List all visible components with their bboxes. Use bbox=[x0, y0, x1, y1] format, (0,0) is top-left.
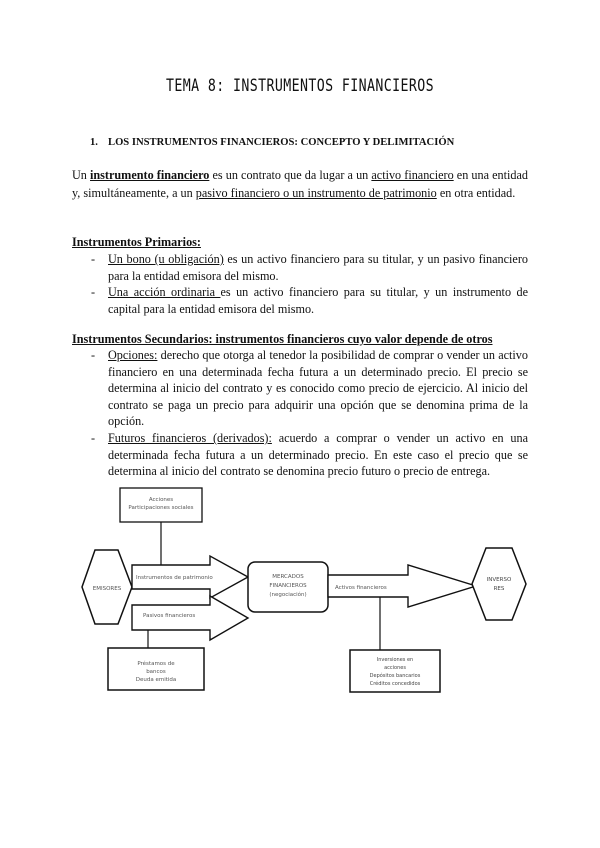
list-dash: - bbox=[91, 285, 96, 299]
term-futuros: Futuros financieros (derivados): bbox=[108, 431, 272, 445]
bottom-left-line-2: bancos bbox=[146, 669, 166, 675]
list-item-text: acuerdo a comprar o vender un activo en una determinada fecha futura a un determinado precio. En este caso el precio que se determina al inicio del contrato se denomina precio futuro o precio de entrega. bbox=[108, 431, 528, 478]
intro-text-4: en otra entidad. bbox=[436, 186, 516, 200]
intro-text-2: es un contrato que da lugar a un bbox=[209, 168, 372, 182]
term-opciones: Opciones: bbox=[108, 348, 158, 362]
list-dash: - bbox=[91, 431, 96, 445]
inversores-line-1: INVERSO bbox=[486, 577, 512, 583]
secundarios-heading: Instrumentos Secundarios: instrumentos financieros cuyo valor depende de otros bbox=[72, 332, 493, 346]
mercados-line-3: (negociación) bbox=[269, 592, 307, 598]
bottom-left-line-1: Préstamos de bbox=[137, 661, 175, 667]
inversores-line-2: RES bbox=[493, 586, 505, 592]
term-accion-ordinaria: Una acción ordinaria bbox=[108, 285, 221, 299]
list-item-text: derecho que otorga al tenedor la posibilidad de comprar o vender un activo financiero en una determinada fecha futura a un determinado precio. El precio se determina al inicio del contrato y es conocido como precio de ejercicio. Al inicio del contrato se paga un precio para adquirir una opción que se denomina prima de la opción. bbox=[108, 348, 528, 428]
bottom-right-line-2: acciones bbox=[384, 665, 406, 671]
mercados-line-1: MERCADOS bbox=[272, 574, 304, 580]
bottom-right-line-4: Créditos concedidos bbox=[369, 681, 421, 687]
arrow-lower-label: Pasivos financieros bbox=[143, 613, 196, 619]
document-title: TEMA 8: INSTRUMENTOS FINANCIEROS bbox=[166, 76, 434, 96]
term-activo-financiero: activo financiero bbox=[371, 168, 454, 182]
list-item-text: es un activo financiero para su titular, y un instrumento de capital para la entidad emisora del mismo. bbox=[108, 285, 528, 316]
inversores-hexagon bbox=[472, 548, 526, 620]
top-box-line-2: Participaciones sociales bbox=[128, 505, 194, 511]
emisores-label: EMISORES bbox=[92, 586, 122, 592]
bottom-left-line-3: Deuda emitida bbox=[135, 677, 177, 683]
intro-text-3: en una entidad y, simultáneamente, a un bbox=[72, 168, 528, 200]
term-pasivo-financiero: pasivo financiero o un instrumento de patrimonio bbox=[195, 186, 437, 200]
mercados-line-2: FINANCIEROS bbox=[269, 583, 307, 589]
list-dash: - bbox=[91, 348, 96, 362]
section-title: LOS INSTRUMENTOS FINANCIEROS: CONCEPTO Y DELIMITACIÓN bbox=[108, 137, 455, 148]
term-bono: Un bono (u obligación) bbox=[108, 252, 224, 266]
list-dash: - bbox=[91, 252, 96, 266]
top-box-line-1: Acciones bbox=[148, 497, 174, 503]
list-item-text: es un activo financiero para su titular, y un pasivo financiero para la entidad emisora del mismo. bbox=[108, 252, 528, 283]
arrow-right-label: Activos financieros bbox=[335, 585, 387, 591]
arrow-upper-label: Instrumentos de patrimonio bbox=[136, 575, 213, 581]
section-number: 1. bbox=[90, 137, 98, 148]
primarios-heading: Instrumentos Primarios: bbox=[72, 235, 201, 249]
bottom-right-line-1: Inversiones en bbox=[376, 657, 414, 663]
term-instrumento-financiero: instrumento financiero bbox=[90, 168, 210, 182]
intro-text-1: Un bbox=[72, 168, 91, 182]
bottom-right-line-3: Depósitos bancarios bbox=[369, 673, 421, 679]
